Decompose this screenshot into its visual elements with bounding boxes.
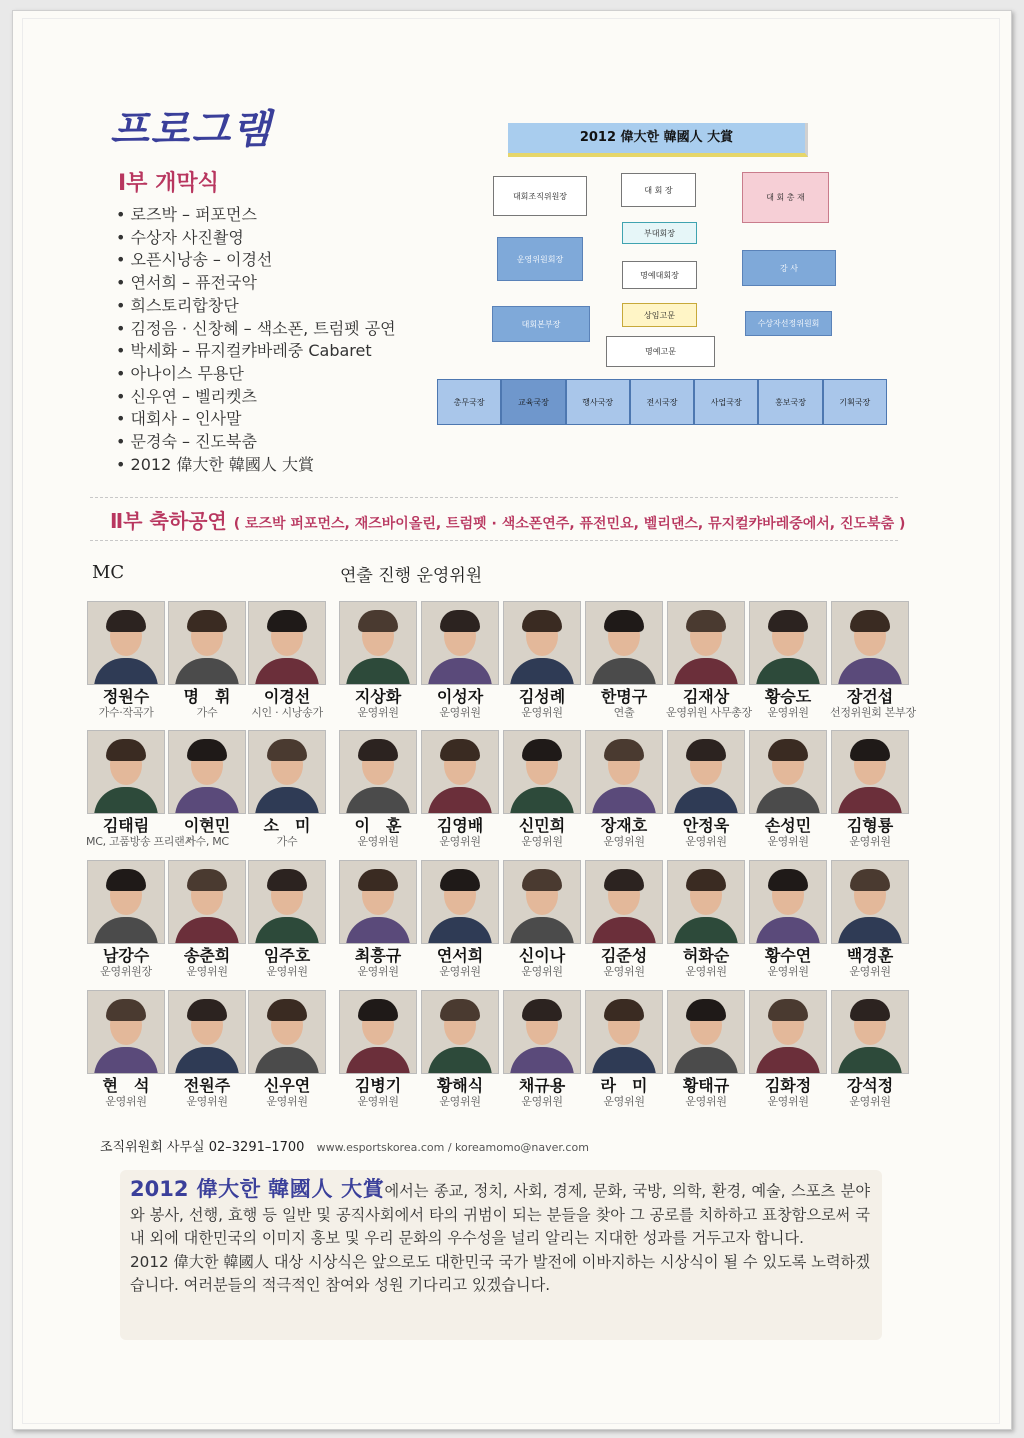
person-name: 지상화 bbox=[354, 687, 402, 706]
person-name: 명 휘 bbox=[183, 687, 231, 706]
person-name: 신우연 bbox=[263, 1076, 311, 1095]
portrait-body bbox=[510, 917, 574, 944]
person-card bbox=[420, 601, 500, 719]
portrait-hair bbox=[267, 610, 307, 632]
person-card bbox=[584, 730, 664, 848]
person-name: 채규용 bbox=[518, 1076, 566, 1095]
part1-title: Ⅰ부 개막식 bbox=[118, 171, 219, 196]
portrait-photo bbox=[667, 601, 745, 685]
person-card bbox=[584, 601, 664, 719]
contact-line bbox=[100, 1136, 589, 1155]
portrait-hair bbox=[187, 610, 227, 632]
person-card bbox=[338, 990, 418, 1108]
person-card bbox=[247, 990, 327, 1108]
person-role: 운영위원 bbox=[603, 835, 645, 848]
portrait-hair bbox=[604, 610, 644, 632]
portrait-hair bbox=[850, 999, 890, 1021]
divider bbox=[90, 540, 898, 541]
person-card bbox=[830, 730, 910, 848]
portrait-body bbox=[674, 1047, 738, 1074]
person-role: 운영위원 bbox=[685, 965, 727, 978]
list-item: • 희스토리합창단 bbox=[116, 295, 396, 318]
person-role: 운영위원 bbox=[357, 965, 399, 978]
person-role: 운영위원 bbox=[849, 835, 891, 848]
person-role: 운영위원 bbox=[521, 1095, 563, 1108]
mc-label: MC bbox=[92, 562, 125, 583]
portrait-photo bbox=[503, 601, 581, 685]
portrait-hair bbox=[106, 610, 146, 632]
person-name: 김성례 bbox=[518, 687, 566, 706]
person-card bbox=[420, 860, 500, 978]
portrait-hair bbox=[604, 869, 644, 891]
portrait-hair bbox=[522, 999, 562, 1021]
portrait-hair bbox=[358, 610, 398, 632]
person-role: 선정위원회 본부장 bbox=[830, 706, 916, 719]
person-role: 운영위원 bbox=[357, 1095, 399, 1108]
portrait-body bbox=[428, 917, 492, 944]
list-item: • 문경숙 – 진도북춤 bbox=[116, 431, 396, 454]
person-name: 이경선 bbox=[263, 687, 311, 706]
org-box-vice-chair: 부대회장 bbox=[622, 222, 697, 244]
portrait-hair bbox=[440, 610, 480, 632]
person-card bbox=[167, 730, 247, 848]
portrait-photo bbox=[749, 860, 827, 944]
portrait-hair bbox=[358, 739, 398, 761]
person-card bbox=[830, 860, 910, 978]
list-item: • 수상자 사진촬영 bbox=[116, 227, 396, 250]
list-item: • 연서희 – 퓨전국악 bbox=[116, 272, 396, 295]
person-name: 손성민 bbox=[764, 816, 812, 835]
person-name: 연서희 bbox=[436, 946, 484, 965]
portrait-hair bbox=[440, 739, 480, 761]
portrait-hair bbox=[768, 999, 808, 1021]
portrait-photo bbox=[339, 860, 417, 944]
web-contact: www.esportskorea.com / koreamomo@naver.com bbox=[316, 1141, 589, 1154]
person-name: 정원수 bbox=[102, 687, 150, 706]
portrait-body bbox=[510, 658, 574, 685]
list-item: • 대회사 – 인사말 bbox=[116, 408, 396, 431]
portrait-hair bbox=[358, 869, 398, 891]
portrait-body bbox=[175, 917, 239, 944]
portrait-photo bbox=[503, 860, 581, 944]
portrait-body bbox=[838, 917, 902, 944]
person-name: 김영배 bbox=[436, 816, 484, 835]
person-card bbox=[502, 990, 582, 1108]
portrait-body bbox=[94, 787, 158, 814]
person-role: MC, 고품방송 프리랜서 bbox=[86, 835, 195, 848]
org-dept-pr: 홍보국장 bbox=[758, 379, 822, 425]
list-item: • 아나이스 무용단 bbox=[116, 363, 396, 386]
portrait-hair bbox=[106, 869, 146, 891]
person-name: 이 훈 bbox=[354, 816, 402, 835]
person-name: 라 미 bbox=[600, 1076, 648, 1095]
org-box-honorary-advisor: 명예고문 bbox=[606, 336, 715, 367]
person-role: 운영위원 bbox=[521, 965, 563, 978]
portrait-body bbox=[346, 658, 410, 685]
person-role: 운영위원 bbox=[105, 1095, 147, 1108]
person-role: 운영위원 bbox=[357, 835, 399, 848]
org-box-hq-head: 대회본부장 bbox=[492, 306, 590, 342]
portrait-body bbox=[255, 917, 319, 944]
person-card bbox=[666, 860, 746, 978]
person-name: 전원주 bbox=[183, 1076, 231, 1095]
portrait-body bbox=[255, 787, 319, 814]
portrait-hair bbox=[267, 999, 307, 1021]
org-dept-education: 교육국장 bbox=[501, 379, 565, 425]
person-name: 송춘희 bbox=[183, 946, 231, 965]
portrait-body bbox=[346, 787, 410, 814]
portrait-body bbox=[510, 1047, 574, 1074]
portrait-photo bbox=[339, 601, 417, 685]
person-name: 이성자 bbox=[436, 687, 484, 706]
portrait-hair bbox=[358, 999, 398, 1021]
footer-text bbox=[130, 1178, 870, 1298]
person-role: 가수, MC bbox=[185, 835, 229, 848]
person-role: 운영위원 bbox=[357, 706, 399, 719]
person-name: 한명구 bbox=[600, 687, 648, 706]
person-name: 신민희 bbox=[518, 816, 566, 835]
footer-paragraph-2: 2012 偉大한 韓國人 대상 시상식은 앞으로도 대한민국 국가 발전에 이바지하는 시상식이 될 수 있도록 노력하겠습니다. 여러분들의 적극적인 참여와 성원 기다리고 있겠습니다. bbox=[130, 1252, 870, 1294]
person-role: 운영위원 bbox=[603, 965, 645, 978]
person-name: 김태림 bbox=[102, 816, 150, 835]
person-card bbox=[167, 860, 247, 978]
portrait-body bbox=[756, 658, 820, 685]
person-role: 운영위원 bbox=[849, 1095, 891, 1108]
portrait-body bbox=[838, 787, 902, 814]
org-box-honorary-chair: 명예대회장 bbox=[622, 261, 697, 289]
portrait-hair bbox=[267, 869, 307, 891]
person-card bbox=[584, 990, 664, 1108]
portrait-hair bbox=[850, 610, 890, 632]
portrait-photo bbox=[87, 990, 165, 1074]
portrait-photo bbox=[667, 990, 745, 1074]
person-card bbox=[748, 860, 828, 978]
person-role: 가수 bbox=[196, 706, 218, 719]
person-card bbox=[338, 860, 418, 978]
part2-subtitle: ( 로즈박 퍼포먼스, 재즈바이올린, 트럼펫 · 색소폰연주, 퓨전민요, 벨리댄스, 뮤지컬캬바레중에서, 진도북춤 ) bbox=[233, 516, 906, 532]
person-role: 운영위원장 bbox=[100, 965, 152, 978]
portrait-photo bbox=[339, 730, 417, 814]
portrait-photo bbox=[168, 990, 246, 1074]
portrait-body bbox=[838, 1047, 902, 1074]
portrait-body bbox=[592, 1047, 656, 1074]
portrait-hair bbox=[440, 869, 480, 891]
portrait-body bbox=[510, 787, 574, 814]
org-box-lecturer: 강 사 bbox=[742, 250, 836, 286]
list-item: • 박세화 – 뮤지컬캬바레중 Cabaret bbox=[116, 340, 396, 363]
person-role: 운영위원 bbox=[439, 965, 481, 978]
portrait-body bbox=[756, 1047, 820, 1074]
list-item: • 김정음 · 신창혜 – 색소폰, 트럼펫 공연 bbox=[116, 318, 396, 341]
person-name: 김화정 bbox=[764, 1076, 812, 1095]
portrait-hair bbox=[522, 610, 562, 632]
part2-heading bbox=[110, 505, 905, 534]
person-card bbox=[247, 601, 327, 719]
person-name: 장건섭 bbox=[846, 687, 894, 706]
list-item: • 신우연 – 벨리켓츠 bbox=[116, 386, 396, 409]
person-card bbox=[247, 730, 327, 848]
person-name: 현 석 bbox=[102, 1076, 150, 1095]
person-role: 시인 · 시낭송가 bbox=[251, 706, 323, 719]
person-role: 가수 bbox=[276, 835, 298, 848]
list-item: • 로즈박 – 퍼포먼스 bbox=[116, 204, 396, 227]
portrait-hair bbox=[106, 999, 146, 1021]
person-role: 운영위원 bbox=[439, 706, 481, 719]
portrait-photo bbox=[421, 990, 499, 1074]
person-name: 최흥규 bbox=[354, 946, 402, 965]
portrait-body bbox=[175, 658, 239, 685]
person-name: 백경훈 bbox=[846, 946, 894, 965]
person-card bbox=[86, 601, 166, 719]
person-name: 황승도 bbox=[764, 687, 812, 706]
portrait-hair bbox=[106, 739, 146, 761]
portrait-body bbox=[428, 787, 492, 814]
person-card bbox=[502, 730, 582, 848]
portrait-photo bbox=[421, 860, 499, 944]
portrait-body bbox=[428, 1047, 492, 1074]
portrait-hair bbox=[850, 869, 890, 891]
list-item: • 2012 偉大한 韓國人 大賞 bbox=[116, 454, 396, 477]
office-phone: 조직위원회 사무실 02–3291–1700 bbox=[100, 1140, 305, 1155]
person-name: 남강수 bbox=[102, 946, 150, 965]
footer-lead: 2012 偉大한 韓國人 大賞 bbox=[130, 1177, 385, 1201]
org-dept-general-affairs: 총무국장 bbox=[437, 379, 501, 425]
portrait-photo bbox=[87, 730, 165, 814]
portrait-body bbox=[346, 1047, 410, 1074]
portrait-photo bbox=[421, 730, 499, 814]
portrait-body bbox=[592, 787, 656, 814]
portrait-photo bbox=[667, 730, 745, 814]
person-card bbox=[502, 860, 582, 978]
person-name: 임주호 bbox=[263, 946, 311, 965]
footer-paragraph-1: 에서는 종교, 정치, 사회, 경제, 문화, 국방, 의학, 환경, 예술, 스포츠 분야와 봉사, 선행, 효행 등 일반 및 공직사회에서 타의 귀범이 되는 분들을 찾아 그 공로를 치하하고 표창함으로써 국내 외에 대한민국의 이미지 홍보 및 우리 문화의 우수성을 널리 알리는 지대한 성과를 거두고자 합니다. bbox=[130, 1182, 870, 1247]
person-card bbox=[338, 730, 418, 848]
portrait-hair bbox=[850, 739, 890, 761]
person-role: 운영위원 bbox=[685, 1095, 727, 1108]
program-title: 프로그램 bbox=[110, 106, 273, 153]
portrait-photo bbox=[749, 990, 827, 1074]
portrait-body bbox=[756, 787, 820, 814]
person-role: 운영위원 bbox=[266, 1095, 308, 1108]
person-role: 운영위원 bbox=[521, 706, 563, 719]
portrait-hair bbox=[267, 739, 307, 761]
portrait-hair bbox=[522, 869, 562, 891]
portrait-body bbox=[756, 917, 820, 944]
org-chart-title: 2012 偉大한 韓國人 大賞 bbox=[508, 123, 808, 157]
portrait-photo bbox=[585, 990, 663, 1074]
person-role: 운영위원 bbox=[439, 835, 481, 848]
portrait-body bbox=[94, 658, 158, 685]
person-name: 안정욱 bbox=[682, 816, 730, 835]
portrait-photo bbox=[831, 860, 909, 944]
portrait-hair bbox=[522, 739, 562, 761]
person-name: 신이나 bbox=[518, 946, 566, 965]
portrait-photo bbox=[667, 860, 745, 944]
portrait-photo bbox=[339, 990, 417, 1074]
portrait-body bbox=[175, 787, 239, 814]
portrait-hair bbox=[686, 610, 726, 632]
person-card bbox=[86, 860, 166, 978]
portrait-body bbox=[592, 658, 656, 685]
person-role: 운영위원 bbox=[603, 1095, 645, 1108]
person-role: 운영위원 bbox=[521, 835, 563, 848]
person-card bbox=[830, 601, 916, 719]
person-name: 김병기 bbox=[354, 1076, 402, 1095]
portrait-photo bbox=[503, 730, 581, 814]
portrait-body bbox=[674, 787, 738, 814]
person-name: 소 미 bbox=[263, 816, 311, 835]
part2-title: Ⅱ부 축하공연 bbox=[110, 509, 227, 533]
portrait-body bbox=[674, 917, 738, 944]
person-card bbox=[338, 601, 418, 719]
person-role: 운영위원 bbox=[266, 965, 308, 978]
portrait-body bbox=[175, 1047, 239, 1074]
person-name: 황태규 bbox=[682, 1076, 730, 1095]
person-name: 김형룡 bbox=[846, 816, 894, 835]
portrait-body bbox=[346, 917, 410, 944]
portrait-photo bbox=[585, 730, 663, 814]
person-card bbox=[584, 860, 664, 978]
person-card bbox=[666, 601, 752, 719]
portrait-photo bbox=[87, 601, 165, 685]
person-role: 운영위원 bbox=[439, 1095, 481, 1108]
person-role: 운영위원 bbox=[767, 706, 809, 719]
person-name: 장재호 bbox=[600, 816, 648, 835]
org-box-committee-chair: 운영위원회장 bbox=[497, 237, 583, 281]
person-role: 가수·작곡가 bbox=[98, 706, 154, 719]
portrait-photo bbox=[168, 730, 246, 814]
portrait-hair bbox=[604, 999, 644, 1021]
person-card bbox=[247, 860, 327, 978]
person-role: 운영위원 bbox=[849, 965, 891, 978]
person-role: 연출 bbox=[613, 706, 635, 719]
person-name: 강석정 bbox=[846, 1076, 894, 1095]
portrait-body bbox=[255, 658, 319, 685]
portrait-photo bbox=[248, 860, 326, 944]
org-dept-business: 사업국장 bbox=[694, 379, 758, 425]
org-dept-events: 행사국장 bbox=[566, 379, 630, 425]
org-box-organizing-chair: 대회조직위원장 bbox=[493, 176, 587, 216]
portrait-photo bbox=[831, 601, 909, 685]
portrait-body bbox=[94, 917, 158, 944]
org-box-award-committee: 수상자선정위원회 bbox=[745, 311, 832, 336]
person-card bbox=[420, 730, 500, 848]
person-name: 황해식 bbox=[436, 1076, 484, 1095]
org-department-row bbox=[437, 379, 887, 425]
committee-label: 연출 진행 운영위원 bbox=[340, 566, 483, 586]
person-card bbox=[830, 990, 910, 1108]
person-card bbox=[748, 601, 828, 719]
portrait-photo bbox=[503, 990, 581, 1074]
org-box-standing-advisor: 상임고문 bbox=[622, 303, 697, 327]
org-box-general-director: 대 회 총 재 bbox=[742, 172, 829, 223]
person-card bbox=[666, 730, 746, 848]
portrait-body bbox=[592, 917, 656, 944]
person-role: 운영위원 bbox=[186, 965, 228, 978]
person-card bbox=[167, 601, 247, 719]
portrait-body bbox=[255, 1047, 319, 1074]
org-dept-exhibition: 전시국장 bbox=[630, 379, 694, 425]
portrait-photo bbox=[248, 601, 326, 685]
person-role: 운영위원 사무총장 bbox=[666, 706, 752, 719]
person-card bbox=[748, 730, 828, 848]
person-name: 허화순 bbox=[682, 946, 730, 965]
portrait-hair bbox=[686, 999, 726, 1021]
person-card bbox=[502, 601, 582, 719]
portrait-hair bbox=[768, 869, 808, 891]
person-role: 운영위원 bbox=[767, 1095, 809, 1108]
person-role: 운영위원 bbox=[685, 835, 727, 848]
portrait-body bbox=[94, 1047, 158, 1074]
divider bbox=[90, 497, 898, 498]
person-card bbox=[748, 990, 828, 1108]
portrait-photo bbox=[87, 860, 165, 944]
portrait-photo bbox=[749, 601, 827, 685]
portrait-photo bbox=[749, 730, 827, 814]
portrait-photo bbox=[248, 730, 326, 814]
person-card bbox=[86, 730, 195, 848]
portrait-photo bbox=[831, 730, 909, 814]
person-card bbox=[420, 990, 500, 1108]
person-name: 황수연 bbox=[764, 946, 812, 965]
portrait-body bbox=[428, 658, 492, 685]
part1-list bbox=[116, 204, 396, 476]
person-card bbox=[167, 990, 247, 1108]
portrait-photo bbox=[168, 601, 246, 685]
portrait-photo bbox=[248, 990, 326, 1074]
portrait-body bbox=[838, 658, 902, 685]
person-name: 김준성 bbox=[600, 946, 648, 965]
org-dept-planning: 기획국장 bbox=[823, 379, 887, 425]
portrait-hair bbox=[187, 869, 227, 891]
portrait-hair bbox=[686, 739, 726, 761]
person-name: 이현민 bbox=[183, 816, 231, 835]
portrait-hair bbox=[768, 739, 808, 761]
portrait-photo bbox=[585, 601, 663, 685]
portrait-photo bbox=[168, 860, 246, 944]
portrait-photo bbox=[585, 860, 663, 944]
portrait-hair bbox=[686, 869, 726, 891]
portrait-hair bbox=[768, 610, 808, 632]
person-name: 김재상 bbox=[682, 687, 730, 706]
portrait-body bbox=[674, 658, 738, 685]
portrait-hair bbox=[187, 739, 227, 761]
list-item: • 오픈시낭송 – 이경선 bbox=[116, 249, 396, 272]
person-role: 운영위원 bbox=[767, 965, 809, 978]
person-role: 운영위원 bbox=[186, 1095, 228, 1108]
portrait-hair bbox=[187, 999, 227, 1021]
person-card bbox=[86, 990, 166, 1108]
portrait-hair bbox=[604, 739, 644, 761]
person-card bbox=[666, 990, 746, 1108]
person-role: 운영위원 bbox=[767, 835, 809, 848]
portrait-photo bbox=[831, 990, 909, 1074]
portrait-hair bbox=[440, 999, 480, 1021]
portrait-photo bbox=[421, 601, 499, 685]
org-box-chair: 대 회 장 bbox=[621, 173, 696, 207]
